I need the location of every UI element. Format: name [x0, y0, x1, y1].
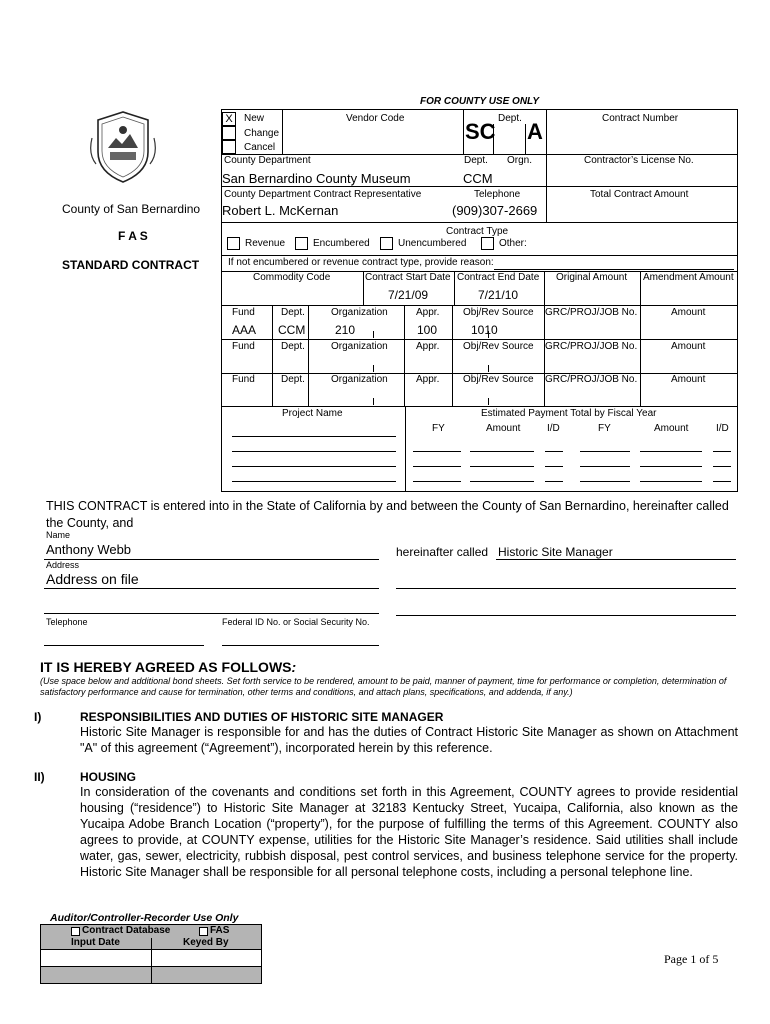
start-date-label: Contract Start Date — [365, 272, 451, 283]
total-amount-label: Total Contract Amount — [590, 189, 689, 200]
county-seal — [88, 108, 158, 184]
new-checkbox[interactable]: X — [222, 112, 236, 126]
auditor-box — [40, 924, 262, 984]
unencumbered-label: Unencumbered — [398, 238, 467, 249]
fund-label-1: Fund — [232, 307, 255, 318]
contract-database-label: Contract Database — [82, 925, 171, 936]
contract-type-label: Contract Type — [446, 226, 509, 237]
new-label: New — [244, 113, 265, 124]
telephone-value: (909)307-2669 — [452, 203, 538, 218]
dept-label-3: Dept. — [281, 374, 305, 385]
county-department-label: County Department — [224, 155, 311, 166]
change-label: Change — [244, 128, 280, 139]
grc-label-2: GRC/PROJ/JOB No. — [545, 341, 638, 352]
amount-label-3: Amount — [671, 374, 706, 385]
encumbered-label: Encumbered — [313, 238, 370, 249]
fas-label: FAS — [210, 925, 230, 936]
representative-label: County Department Contract Representative — [224, 189, 422, 200]
hereinafter-value: Historic Site Manager — [498, 545, 613, 559]
orgn-label: Orgn. — [507, 155, 533, 166]
revenue-label: Revenue — [245, 238, 286, 249]
grc-label-3: GRC/PROJ/JOB No. — [545, 374, 638, 385]
organization-value: 210 — [335, 323, 356, 337]
project-name-label: Project Name — [282, 408, 343, 419]
dept-value: A — [527, 119, 543, 144]
auditor-title: Auditor/Controller-Recorder Use Only — [50, 912, 239, 924]
organization-label-2: Organization — [331, 341, 388, 352]
obj-rev-label-1: Obj/Rev Source — [463, 307, 534, 318]
name-label: Name — [46, 530, 71, 540]
intro-text: THIS CONTRACT is entered into in the State of California by and between the County of San Bernardino, hereinafter called the County, and — [46, 499, 729, 530]
keyed-by-label: Keyed By — [183, 937, 229, 948]
appr-value: 100 — [417, 323, 438, 337]
section2-title: HOUSING — [80, 770, 137, 784]
address-value: Address on file — [46, 571, 139, 587]
id-label-1: I/D — [547, 423, 560, 434]
vendor-prefix: SC — [465, 119, 496, 144]
start-date-value: 7/21/09 — [388, 288, 429, 302]
change-checkbox[interactable] — [222, 126, 236, 140]
address-label: Address — [46, 560, 80, 570]
commodity-code-label: Commodity Code — [253, 272, 331, 283]
fas-checkbox[interactable] — [199, 927, 208, 936]
obj-rev-label-3: Obj/Rev Source — [463, 374, 534, 385]
amount-label-2: Amount — [671, 341, 706, 352]
encumbered-checkbox[interactable] — [295, 237, 308, 250]
section1-number: I) — [34, 710, 42, 724]
grc-label-1: GRC/PROJ/JOB No. — [545, 307, 638, 318]
page-number: Page 1 of 5 — [664, 952, 719, 966]
section1-title: RESPONSIBILITIES AND DUTIES OF HISTORIC SITE MANAGER — [80, 710, 444, 724]
other-checkbox[interactable] — [481, 237, 494, 250]
contract-number-label: Contract Number — [602, 113, 679, 124]
federal-id-label: Federal ID No. or Social Security No. — [222, 617, 370, 627]
id-label-2: I/D — [716, 423, 729, 434]
revenue-checkbox[interactable] — [227, 237, 240, 250]
amount-label-1: Amount — [486, 423, 521, 434]
hereinafter-label: hereinafter called — [396, 545, 489, 559]
fund-label-2: Fund — [232, 341, 255, 352]
agreement-instructions: (Use space below and additional bond sheets. Set forth service to be rendered, amount to be paid, manner of payment, time for performance or completion, determination of satisfactory performance and cause for termination, other terms and conditions, and attach plans, specifications, and addenda, if any.) — [40, 676, 727, 697]
county-department-value: San Bernardino County Museum — [222, 171, 411, 186]
end-date-label: Contract End Date — [457, 272, 540, 283]
dept-label-2: Dept. — [281, 341, 305, 352]
fy-label-1: FY — [432, 423, 445, 434]
representative-value: Robert L. McKernan — [222, 203, 339, 218]
county-name: County of San Bernardino — [62, 202, 201, 216]
dept3-value: CCM — [278, 323, 306, 337]
dept2-value: CCM — [463, 171, 493, 186]
dept-label-1: Dept. — [281, 307, 305, 318]
contract-database-checkbox[interactable] — [71, 927, 80, 936]
standard-contract-title: STANDARD CONTRACT — [62, 258, 200, 272]
telephone-field-label: Telephone — [46, 617, 88, 627]
county-use-only: FOR COUNTY USE ONLY — [420, 96, 540, 107]
obj-rev-value: 1010 — [471, 323, 498, 337]
cancel-checkbox[interactable] — [222, 140, 236, 154]
contractor-license-label: Contractor’s License No. — [584, 155, 694, 166]
appr-label-2: Appr. — [416, 341, 440, 352]
amount-label-2: Amount — [654, 423, 689, 434]
other-label: Other: — [499, 238, 527, 249]
estimated-payment-label: Estimated Payment Total by Fiscal Year — [481, 408, 657, 419]
dept2-label: Dept. — [464, 155, 488, 166]
name-value: Anthony Webb — [46, 542, 132, 557]
section2-number: II) — [34, 770, 45, 784]
vendor-code-label: Vendor Code — [346, 113, 405, 124]
section1-body: Historic Site Manager is responsible for and has the duties of Contract Historic Site Manager as shown on Attachment "A" of this agreement (“Agreement”), incorporated herein by this reference. — [80, 725, 738, 755]
amount-label-1: Amount — [671, 307, 706, 318]
reason-label: If not encumbered or revenue contract type, provide reason: — [228, 257, 494, 268]
telephone-label: Telephone — [474, 189, 521, 200]
fund-label-3: Fund — [232, 374, 255, 385]
fund-value: AAA — [232, 323, 257, 337]
end-date-value: 7/21/10 — [478, 288, 519, 302]
unencumbered-checkbox[interactable] — [380, 237, 393, 250]
original-amount-label: Original Amount — [556, 272, 628, 283]
input-date-label: Input Date — [71, 937, 120, 948]
obj-rev-label-2: Obj/Rev Source — [463, 341, 534, 352]
fas-title: F A S — [118, 229, 148, 243]
section2-body: In consideration of the covenants and conditions set forth in this Agreement, COUNTY agrees to provide residential housing (“residence”) to Historic Site Manager at 32183 Kentucky Street, Yucaipa, California, also known as the Yucaipa Adobe Branch Location (“property”), for the purpose of fulfilling the terms of this Agreement. COUNTY also agrees to provide, at COUNTY expense, utilities for the Historic Site Manager’s residence. Said utilities shall include water, gas, sewer, electricity, rubbish disposal, pest control services, and business telephone service for the property. Historic Site Manager shall be responsible for all personal telephone costs, including a personal telephone line. — [80, 785, 738, 879]
appr-label-1: Appr. — [416, 307, 440, 318]
agreement-heading: IT IS HEREBY AGREED AS FOLLOWS: — [40, 659, 297, 675]
dept-label: Dept. — [498, 113, 522, 124]
amendment-amount-label: Amendment Amount — [643, 272, 734, 283]
appr-label-3: Appr. — [416, 374, 440, 385]
organization-label-1: Organization — [331, 307, 388, 318]
fy-label-2: FY — [598, 423, 611, 434]
organization-label-3: Organization — [331, 374, 388, 385]
cancel-label: Cancel — [244, 142, 276, 153]
